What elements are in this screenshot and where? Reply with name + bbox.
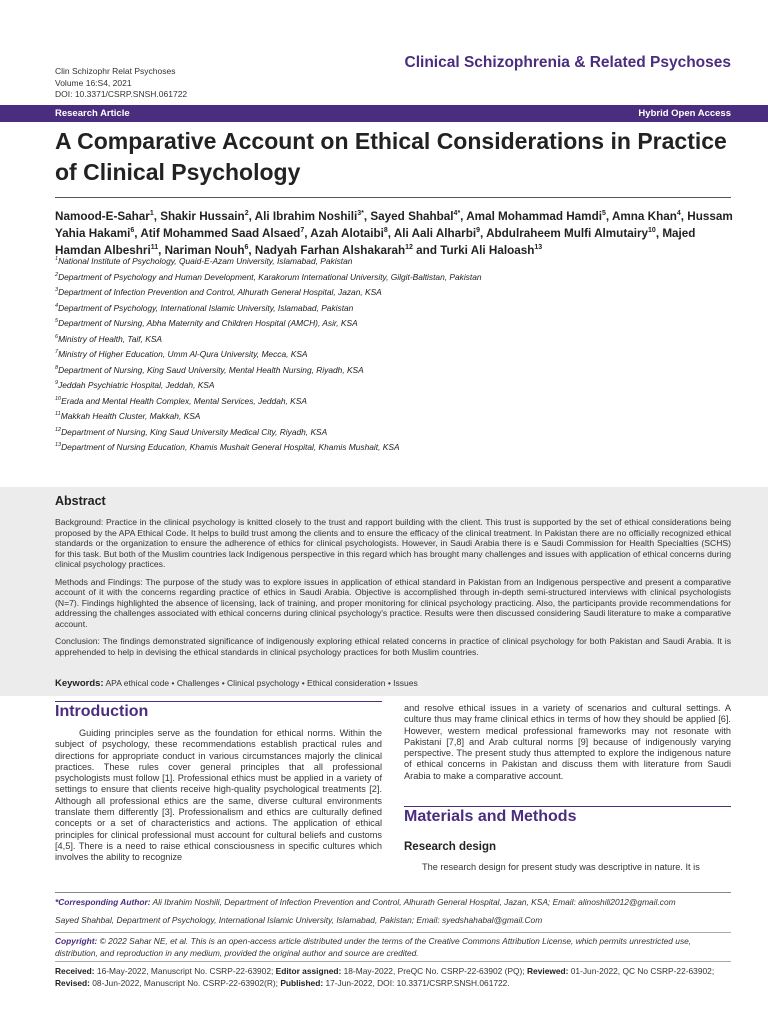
footnote-divider	[55, 961, 731, 962]
affiliation-marker: 13	[55, 442, 62, 448]
author-name: Turki Ali Haloash	[440, 243, 535, 257]
author-name: Hussam Yahia Hakami	[55, 209, 733, 240]
published-label: Published:	[280, 978, 324, 988]
affiliation	[55, 269, 745, 285]
author-affiliation-marker: 13	[534, 243, 543, 251]
article-type-bar	[0, 105, 768, 122]
author-affiliation-marker: 4*	[453, 210, 461, 217]
affiliation	[55, 253, 745, 269]
section-divider	[404, 806, 731, 807]
published-value: 17-Jun-2022, DOI: 10.3371/CSRP.SNSH.061722.	[323, 978, 510, 988]
journal-abbrev: Clin Schizophr Relat Psychoses	[55, 66, 176, 76]
copyright-note	[55, 936, 733, 959]
affiliation-text: Department of Nursing, King Saud University Medical City, Riyadh, KSA	[61, 426, 328, 437]
methods-heading: Materials and Methods	[404, 808, 577, 825]
affiliation	[55, 331, 745, 347]
affiliation-marker: 3	[55, 287, 59, 293]
editor-value: 18-May-2022, PreQC No. CSRP-22-63902 (PQ);	[341, 966, 527, 976]
author-affiliation-marker: 11	[150, 243, 159, 251]
introduction-text-right: and resolve ethical issues in a variety of scenarios and cultural settings. A culture thus may frame clinical ethics in terms of how they should be applied [6]. However, western medical professional frameworks may not resonate with Pakistani [7,8] and Arab cultural norms [9] because of indigenously varying perspective. The present study thus attempted to explore the indigenous nature of ethical concerns in Pakistan and discuss them with literature from Saudi Arabia to make a comparative account.	[404, 703, 731, 781]
introduction-text-left: Guiding principles serve as the foundation for ethical norms. Within the subject of psychology, these recommendations establish practical rules and directions for appropriate conduct in various circumstances majorly the clinical practices. These rules cover general principles that all professional psychologists must follow [1]. Professional ethics must be applied in a variety of settings to ensure that clients receive high-quality psychological treatments [2]. Although all professional ethics are the same, diverse cultural environments translate them differently [3]. Professionalism and ethics are culturally defined concepts or a set of characteristics and actions. The application of ethical principles for clinical professional must account for cultural beliefs and customs [4,5]. There is a need to raise ethical consciousness in specific cultures which involves the ability to recognize	[55, 728, 382, 863]
author-name: Ali Aali Alharbi	[393, 226, 477, 240]
affiliation-marker: 9	[55, 380, 59, 386]
author-name: Ali Ibrahim Noshili	[254, 209, 358, 223]
keywords	[55, 678, 418, 689]
research-design-heading: Research design	[404, 841, 497, 853]
author-name: Amal Mohammad Hamdi	[466, 209, 602, 223]
copyright-text: © 2022 Sahar NE, et al. This is an open-access article distributed under the terms of the Creative Commons Attribution License, which permits unrestricted use, distribution, and reproduction in any medium, provided the original author and source are credited.	[55, 936, 692, 958]
access-type: Hybrid Open Access	[638, 108, 731, 119]
revised-value: 08-Jun-2022, Manuscript No. CSRP-22-63902(R);	[89, 978, 281, 988]
author-name: Shakir Hussain	[160, 209, 245, 223]
affiliation-text: National Institute of Psychology, Quaid-E-Azam University, Islamabad, Pakistan	[58, 255, 353, 266]
abstract-background: Background: Practice in the clinical psychology is knitted closely to the trust and rapport building with the client. This trust is supported by the set of ethical considerations being proposed by the APA Ethical Code. It helps to build trust among the clients and to ensure the efficacy of the clinical treatment. In Pakistan there are no officially recognized ethical standards or the organization to ensure the adherence of ethics for clinical psychologists. However, in Saudi Arabia there is e Saudi Commission for Health Specialties (SCHS) for this task. But both of the Muslim countries lack Indigenous perspective in this regard which has brought many challenges and issues with application of ethical concerns during clinical psychology practices.	[55, 517, 731, 569]
affiliation	[55, 315, 745, 331]
author-affiliation-marker: 6	[130, 226, 135, 234]
affiliation	[55, 439, 745, 455]
received-value: 16-May-2022, Manuscript No. CSRP-22-63902;	[94, 966, 276, 976]
affiliation-marker: 6	[55, 333, 59, 340]
author-name: Majed Hamdan Albeshri	[55, 226, 696, 257]
affiliation-marker: 2	[55, 271, 59, 278]
journal-meta	[55, 66, 187, 101]
section-divider	[55, 701, 382, 702]
reviewed-label: Reviewed:	[527, 966, 569, 976]
affiliation-text: Ministry of Health, Taif, KSA	[58, 333, 163, 344]
affiliation-marker: 12	[55, 426, 62, 433]
affiliation-list	[55, 253, 745, 455]
affiliation-text: Department of Nursing, Abha Maternity and Children Hospital (AMCH), Asir, KSA	[58, 317, 358, 328]
affiliation-marker: 1	[55, 256, 59, 262]
author-affiliation-marker: 5	[601, 210, 606, 217]
volume-info: Volume 16:S4, 2021	[55, 77, 132, 88]
methods-text: The research design for present study was descriptive in nature. It is	[422, 862, 700, 872]
article-dates	[55, 965, 733, 989]
affiliation-text: Department of Infection Prevention and Control, Alhurath General Hospital, Jazan, KSA	[58, 286, 382, 297]
affiliation	[55, 300, 745, 316]
footnote-divider	[55, 892, 731, 893]
doi: DOI: 10.3371/CSRP.SNSH.061722	[55, 89, 188, 99]
author-name: Namood-E-Sahar	[55, 209, 150, 223]
second-author-note: Sayed Shahbal, Department of Psychology, International Islamic University, Islamabad, Pakistan; Email: syedshahabal@gmail.Com	[55, 915, 543, 925]
affiliation-text: Department of Psychology and Human Development, Karakorum International University, Gilgit-Baltistan, Pakistan	[58, 271, 482, 282]
author-name: Abdulraheem Mulfi Almutairy	[486, 226, 649, 240]
affiliation-marker: 4	[55, 302, 59, 309]
abstract-conclusion: Conclusion: The findings demonstrated significance of indigenously exploring ethical related concerns in practice of clinical psychology for both Pakistan and Saudi Arabia. It is apprehended to help in devising the ethical standards in clinical psychology practices for both Muslim countries.	[55, 636, 731, 657]
author-affiliation-marker: 6	[244, 243, 249, 251]
affiliation-text: Ministry of Higher Education, Umm Al-Qura University, Mecca, KSA	[58, 348, 308, 359]
footnote-divider	[55, 932, 731, 933]
affiliation-marker: 10	[55, 395, 62, 402]
affiliation-marker: 8	[55, 364, 59, 371]
affiliation	[55, 424, 745, 440]
affiliation	[55, 284, 745, 300]
journal-name: Clinical Schizophrenia & Related Psychoses	[404, 54, 731, 71]
author-affiliation-marker: 2	[244, 210, 249, 217]
corresponding-label: *Corresponding Author:	[55, 897, 151, 907]
abstract-heading: Abstract	[55, 494, 106, 508]
divider	[55, 197, 731, 198]
authors-joiner: and	[412, 243, 441, 257]
affiliation-marker: 5	[55, 318, 59, 324]
corresponding-author	[55, 897, 733, 909]
author-affiliation-marker: 10	[648, 226, 656, 234]
keywords-label: Keywords:	[55, 678, 104, 689]
affiliation-text: Department of Nursing, King Saud University, Mental Health Nursing, Riyadh, KSA	[58, 364, 364, 375]
affiliation-text: Department of Nursing Education, Khamis Mushait General Hospital, Khamis Mushait, KSA	[61, 441, 400, 452]
affiliation	[55, 377, 745, 393]
affiliation-text: Jeddah Psychiatric Hospital, Jeddah, KSA	[58, 379, 215, 390]
reviewed-value: 01-Jun-2022, QC No CSRP-22-63902;	[568, 966, 715, 976]
affiliation	[55, 408, 745, 424]
affiliation	[55, 393, 745, 409]
author-affiliation-marker: 7	[300, 226, 305, 234]
revised-label: Revised:	[55, 978, 90, 988]
article-title: A Comparative Account on Ethical Considerations in Practice of Clinical Psychology	[55, 128, 727, 185]
abstract-methods: Methods and Findings: The purpose of the study was to explore issues in application of ethical standard in Pakistan from an Indigenous perspective and present a comparative account of it with the concerns regarding practice of ethics in Saudi Arabia. Objective is accomplished through in-depth semi-structured interviews with clinical psychologists (N=7). Findings highlighted the absence of licensing, lack of training, and proper monitoring for clinical psychology practicing. Also, the participants provide recommendations for addressing the challenges associated with ethical concerns during clinical psychology's practice. Results were then discussed considering Saudi literature to make a comparative account.	[55, 576, 731, 629]
corresponding-text: Ali Ibrahim Noshili, Department of Infection Prevention and Control, Alhurath General Hospital, Jazan, KSA; Email: alinoshili2012@gmail.com	[150, 897, 676, 907]
article-type: Research Article	[55, 108, 130, 119]
author-list: Namood-E-Sahar$^1$, Shakir Hussain$^2$, Ali Ibrahim Noshili$^{3*}$, Sayed Shahbal$^{4*}$, Amal Mohammad Hamdi$^5$, Amna Khan$^4$, Hussam Yahia Hakami$^6$, Atif Mohammed Saad Alsaed$^7$, Azah Alotaibi$^8$, Ali Aali Alharbi$^9$, Abdulraheem Mulfi Almutairy$^{10}$, Majed Hamdan Albeshri$^{11}$, Nariman Nouh$^6$, Nadyah Farhan Alshakarah$^{12}$ and Turki Ali Haloash$^{13}$	[55, 209, 733, 257]
received-label: Received:	[55, 966, 95, 976]
abstract-body	[55, 517, 731, 664]
author-affiliation-marker: 3*	[357, 210, 364, 217]
author-name: Amna Khan	[611, 209, 677, 223]
author-name: Sayed Shahbal	[370, 209, 454, 223]
affiliation-text: Department of Psychology, International Islamic University, Islamabad, Pakistan	[58, 302, 354, 313]
affiliation-text: Erada and Mental Health Complex, Mental Services, Jeddah, KSA	[61, 395, 307, 406]
author-name: Atif Mohammed Saad Alsaed	[140, 226, 301, 240]
keywords-list: APA ethical code • Challenges • Clinical psychology • Ethical consideration • Issues	[105, 678, 418, 688]
affiliation	[55, 346, 745, 362]
author-name: Nadyah Farhan Alshakarah	[254, 243, 406, 257]
author-name: Azah Alotaibi	[310, 226, 384, 240]
affiliation-text: Makkah Health Cluster, Makkah, KSA	[60, 410, 201, 421]
author-name: Nariman Nouh	[164, 243, 245, 257]
introduction-heading: Introduction	[55, 703, 149, 720]
editor-label: Editor assigned:	[275, 966, 342, 976]
affiliation-marker: 7	[55, 349, 59, 355]
author-affiliation-marker: 9	[476, 226, 481, 234]
affiliation-marker: 11	[55, 411, 61, 417]
author-affiliation-marker: 8	[383, 226, 388, 234]
copyright-label: Copyright:	[55, 936, 98, 946]
author-affiliation-marker: 12	[405, 243, 413, 251]
affiliation	[55, 362, 745, 378]
author-affiliation-marker: 1	[149, 210, 154, 217]
author-affiliation-marker: 4	[676, 210, 681, 217]
